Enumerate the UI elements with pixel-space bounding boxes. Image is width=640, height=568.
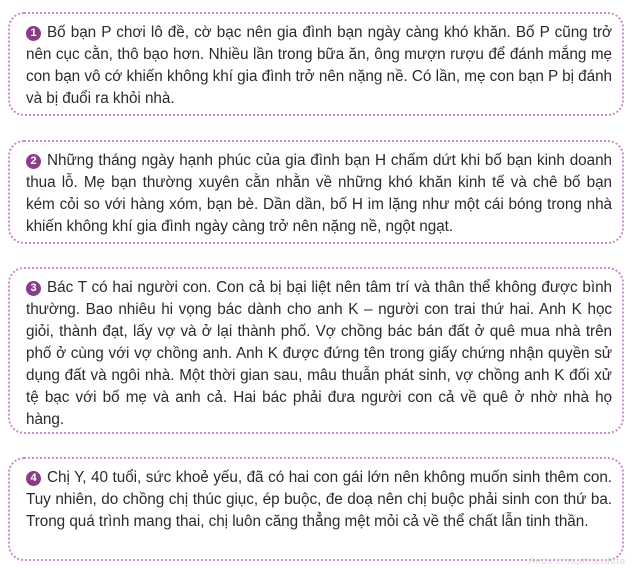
case-number-badge: 1 — [26, 26, 41, 41]
watermark: Ands cmapthietdata — [528, 556, 626, 566]
case-number-badge: 4 — [26, 471, 41, 486]
case-text: Những tháng ngày hạnh phúc của gia đình bạn H chấm dứt khi bố bạn kinh doanh thua lỗ. Mẹ bạn thường xuyên cằn nhằn về những khó khăn kinh tế và chê bố bạn kém cỏi so với hàng xóm, bạn bè. Dần dần, bố H im lặng như một cái bóng trong nhà khiến không khí gia đình ngày càng trở nên nặng nề, ngột ngạt. — [26, 152, 612, 235]
case-card-3 — [8, 267, 624, 434]
case-card-4 — [8, 457, 624, 561]
case-number-badge: 3 — [26, 281, 41, 296]
case-paragraph-3 — [26, 277, 612, 431]
case-card-2 — [8, 140, 624, 244]
case-number-badge: 2 — [26, 154, 41, 169]
case-paragraph-4 — [26, 467, 612, 533]
case-paragraph-1 — [26, 22, 612, 110]
case-paragraph-2 — [26, 150, 612, 238]
case-text: Bố bạn P chơi lô đề, cờ bạc nên gia đình bạn ngày càng khó khăn. Bố P cũng trở nên cục cằn, thô bạo hơn. Nhiều lần trong bữa ăn, ông mượn rượu để đánh mắng mẹ con bạn vô cớ khiến không khí gia đình trở nên nặng nề. Có lần, mẹ con bạn P bị đánh và bị đuổi ra khỏi nhà. — [26, 24, 612, 107]
case-text: Bác T có hai người con. Con cả bị bại liệt nên tâm trí và thân thể không được bình thường. Bao nhiêu hi vọng bác dành cho anh K – người con trai thứ hai. Anh K học giỏi, thành đạt, lấy vợ và ở lại thành phố. Vợ chồng bác bán đất ở quê mua nhà trên phố ở cùng với vợ chồng anh. Anh K được đứng tên trong giấy chứng nhận quyền sử dụng đất và ngôi nhà. Một thời gian sau, mâu thuẫn phát sinh, vợ chồng anh K đối xử tệ bạc với bố mẹ và anh cả. Hai bác phải đưa người con cả về quê ở nhờ nhà họ hàng. — [26, 279, 612, 428]
case-card-1 — [8, 12, 624, 116]
case-text: Chị Y, 40 tuổi, sức khoẻ yếu, đã có hai con gái lớn nên không muốn sinh thêm con. Tuy nhiên, do chồng chị thúc giục, ép buộc, đe doạ nên chị buộc phải sinh con thứ ba. Trong quá trình mang thai, chị luôn căng thẳng mệt mỏi cả về thể chất lẫn tinh thần. — [26, 469, 612, 530]
